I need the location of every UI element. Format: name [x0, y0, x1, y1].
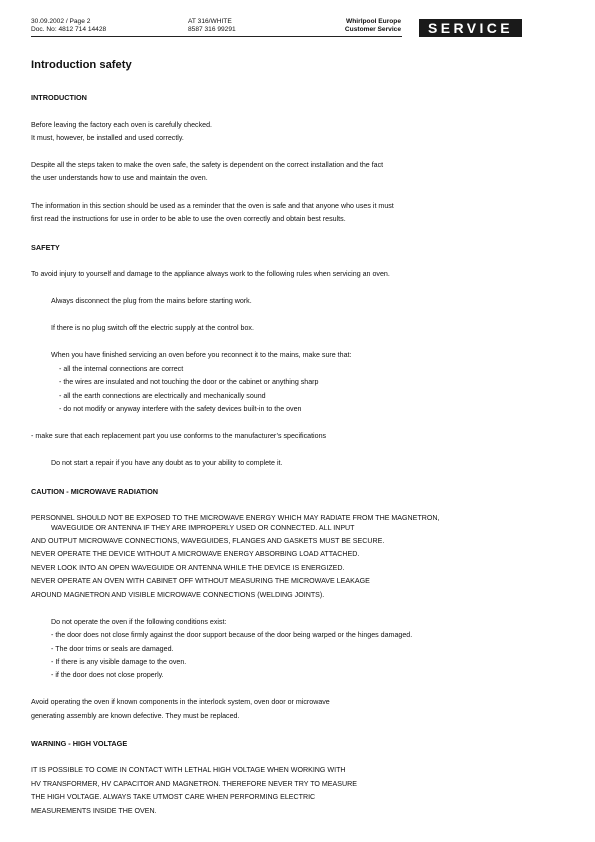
caution-avoid-line2: generating assembly are known defective. They must be replaced. [31, 712, 240, 720]
safety-heading: SAFETY [31, 243, 60, 252]
list-item: - the wires are insulated and not touching the door or the cabinet or anything sharp [59, 378, 319, 386]
intro-p2-line1: Despite all the steps taken to make the oven safe, the safety is dependent on the correct installation and the fact [31, 161, 384, 169]
safety-p6: Do not start a repair if you have any doubt as to your ability to complete it. [51, 459, 283, 467]
safety-p2: Always disconnect the plug from the mains before starting work. [51, 297, 252, 305]
list-item: - If there is any visible damage to the oven. [51, 658, 187, 666]
intro-p1-line2: It must, however, be installed and used correctly. [31, 134, 184, 142]
caution-line: NEVER OPERATE THE DEVICE WITHOUT A MICROWAVE ENERGY ABSORBING LOAD ATTACHED. [31, 550, 360, 558]
list-item: - do not modify or anyway interfere with the safety devices built-in to the oven [59, 405, 302, 413]
warning-line: MEASUREMENTS INSIDE THE OVEN. [31, 807, 157, 815]
caution-line: AROUND MAGNETRON AND VISIBLE MICROWAVE CONNECTIONS (WELDING JOINTS). [31, 591, 325, 599]
caution-conditions-intro: Do not operate the oven if the following conditions exist: [51, 618, 227, 626]
caution-line: AND OUTPUT MICROWAVE CONNECTIONS, WAVEGUIDES, FLANGES AND GASKETS MUST BE SECURE. [31, 537, 385, 545]
warning-line: THE HIGH VOLTAGE. ALWAYS TAKE UTMOST CARE WHEN PERFORMING ELECTRIC [31, 793, 316, 801]
intro-heading: INTRODUCTION [31, 93, 87, 102]
safety-p4: When you have finished servicing an oven before you reconnect it to the mains, make sure that: [51, 351, 352, 359]
intro-p3-line2: first read the instructions for use in order to be able to use the oven correctly and obtain best results. [31, 215, 346, 223]
warning-line: IT IS POSSIBLE TO COME IN CONTACT WITH LETHAL HIGH VOLTAGE WHEN WORKING WITH [31, 766, 346, 774]
service-badge: SERVICE [419, 19, 522, 37]
header-divider [31, 36, 402, 37]
caution-line: NEVER OPERATE AN OVEN WITH CABINET OFF WITHOUT MEASURING THE MICROWAVE LEAKAGE [31, 577, 370, 585]
list-item: - if the door does not close properly. [51, 671, 164, 679]
list-item: - all the internal connections are correct [59, 365, 184, 373]
header-date-page: 30.09.2002 / Page 2 [31, 18, 91, 25]
caution-line: PERSONNEL SHOULD NOT BE EXPOSED TO THE MICROWAVE ENERGY WHICH MAY RADIATE FROM THE MAGNETRON, [31, 514, 440, 522]
warning-heading: WARNING - HIGH VOLTAGE [31, 739, 128, 748]
intro-p3-line1: The information in this section should be used as a reminder that the oven is safe and that anyone who uses it must [31, 202, 394, 210]
safety-p1: To avoid injury to yourself and damage to the appliance always work to the following rules when servicing an oven. [31, 270, 390, 278]
page-title: Introduction safety [31, 59, 132, 71]
list-item: - the door does not close firmly against the door support because of the door being warped or the hinges damaged. [51, 631, 413, 639]
caution-line: WAVEGUIDE OR ANTENNA IF THEY ARE IMPROPERLY USED OR CONNECTED. ALL INPUT [51, 524, 355, 532]
header-company: Whirlpool Europe [346, 18, 401, 25]
list-item: - The door trims or seals are damaged. [51, 645, 174, 653]
caution-line: NEVER LOOK INTO AN OPEN WAVEGUIDE OR ANTENNA WHILE THE DEVICE IS ENERGIZED. [31, 564, 345, 572]
caution-heading: CAUTION - MICROWAVE RADIATION [31, 487, 159, 496]
caution-avoid-line1: Avoid operating the oven if known components in the interlock system, oven door or microwave [31, 698, 330, 706]
intro-p1-line1: Before leaving the factory each oven is carefully checked. [31, 121, 212, 129]
header-doc-number: Doc. No: 4812 714 14428 [31, 26, 107, 33]
safety-p5: - make sure that each replacement part you use conforms to the manufacturer’s specifications [31, 432, 327, 440]
safety-p3: If there is no plug switch off the electric supply at the control box. [51, 324, 254, 332]
header-department: Customer Service [344, 26, 401, 33]
header-model: AT 316/WHITE [188, 18, 232, 25]
list-item: - all the earth connections are electrically and mechanically sound [59, 392, 266, 400]
header-model-code: 8587 316 99291 [188, 26, 236, 33]
intro-p2-line2: the user understands how to use and maintain the oven. [31, 174, 208, 182]
warning-line: HV TRANSFORMER, HV CAPACITOR AND MAGNETRON. THEREFORE NEVER TRY TO MEASURE [31, 780, 357, 788]
